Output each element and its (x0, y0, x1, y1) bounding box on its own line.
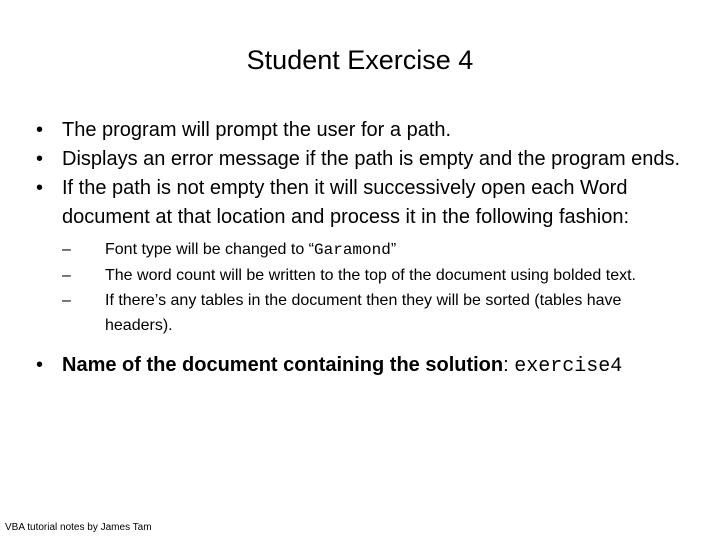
sub-bullet-item (62, 263, 686, 288)
slide-title: Student Exercise 4 (246, 45, 474, 75)
dash-icon: – (62, 292, 71, 309)
font-name-code: Garamond (314, 241, 391, 259)
sub-bullet-item (62, 288, 686, 338)
bullet-dot-icon: • (36, 177, 44, 199)
solution-text: Name of the document containing the solution: exercise4 (62, 354, 623, 378)
dash-icon: – (62, 241, 71, 258)
bullet-item (36, 145, 686, 174)
sub-bullet-text: Font type will be changed to “Garamond” (105, 241, 397, 259)
bullet-dot-icon: • (36, 119, 44, 141)
sub-bullet-item (62, 237, 686, 263)
bullet-text: The program will prompt the user for a path. (62, 119, 452, 141)
bullet-item (36, 116, 686, 145)
solution-label: Name of the document containing the solution (62, 354, 504, 376)
bullet-dot-icon: • (36, 148, 44, 170)
bullet-text: If the path is not empty then it will successively open each Word document at that location and process it in the following fashion: (62, 177, 630, 228)
solution-bullet (36, 351, 686, 381)
solution-filename: exercise4 (514, 355, 623, 378)
sub-bullet-list (36, 237, 686, 338)
sub-bullet-text: If there’s any tables in the document then they will be sorted (tables have headers). (105, 292, 622, 334)
bullet-dot-icon: • (36, 354, 44, 376)
bullet-text: Displays an error message if the path is empty and the program ends. (62, 148, 681, 170)
footer-credit: VBA tutorial notes by James Tam (5, 522, 152, 533)
dash-icon: – (62, 267, 71, 284)
sub-bullet-text: The word count will be written to the top of the document using bolded text. (105, 267, 636, 284)
bullet-item (36, 174, 686, 232)
bullet-list (36, 116, 686, 381)
